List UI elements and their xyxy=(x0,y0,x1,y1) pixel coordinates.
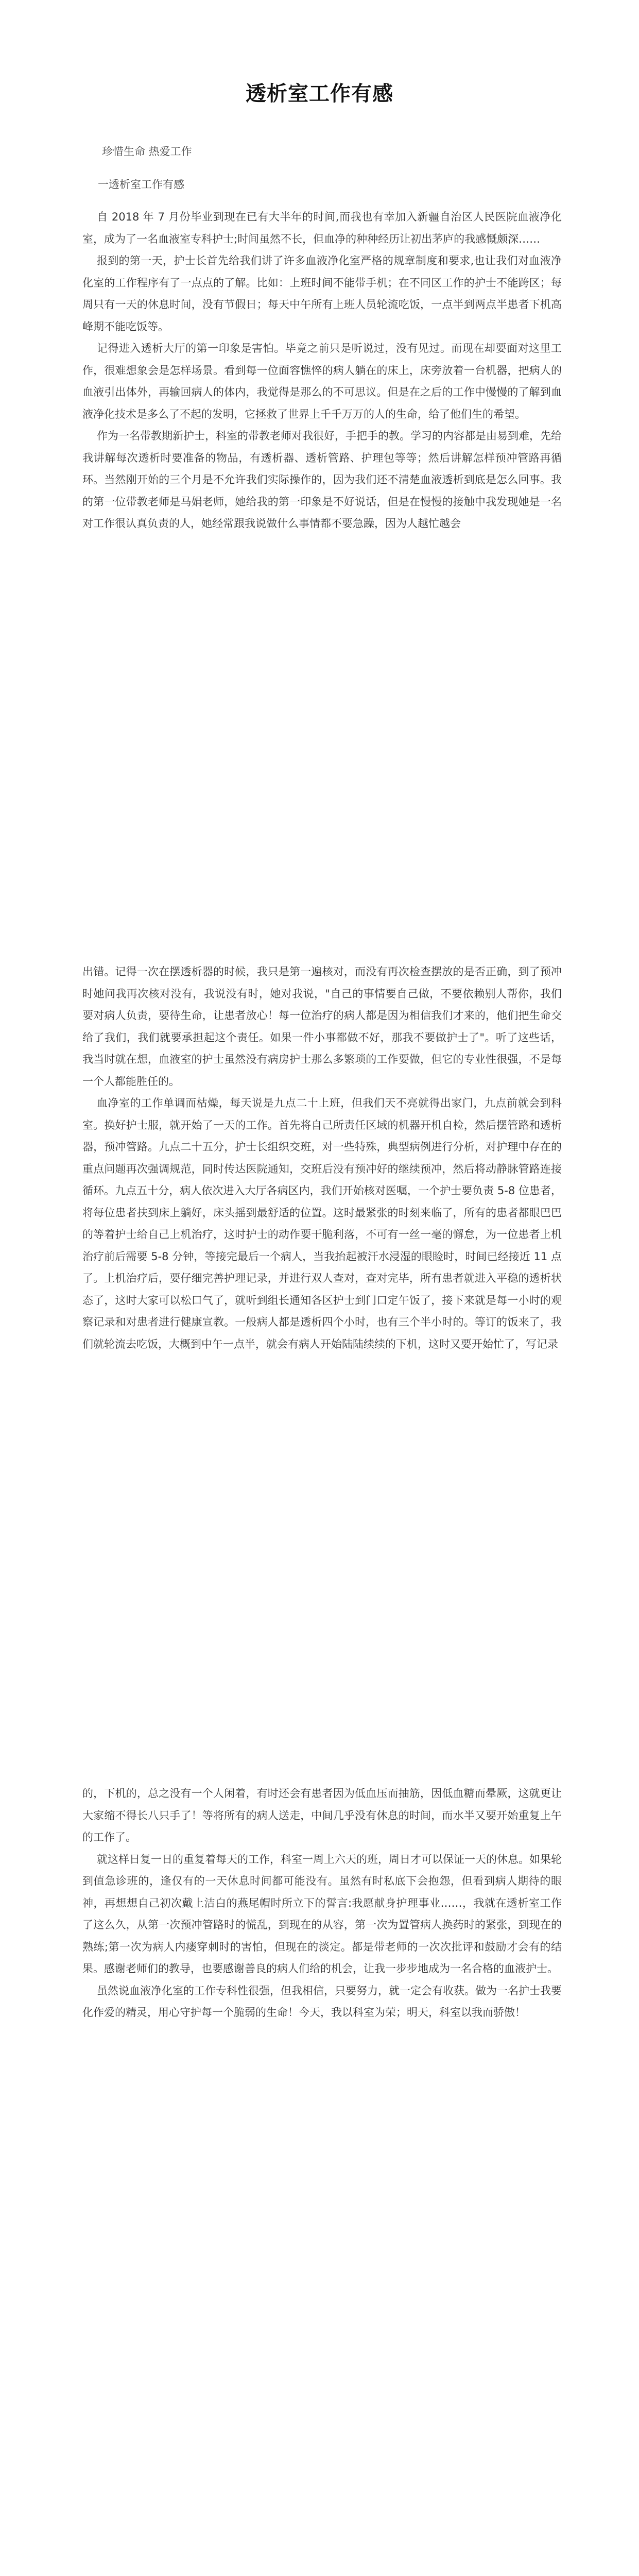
document-title: 透析室工作有感 xyxy=(246,82,393,106)
paragraph: 就这样日复一日的重复着每天的工作，科室一周上六天的班，周日才可以保证一天的休息。如果轮到值急诊班的，逢仅有的一天休息时间都可能没有。虽然有时私底下会抱怨，但看到病人期待的眼神，再想想自己初次戴上洁白的燕尾帽时所立下的誓言:我愿献身护理事业……，我就在透析室工作了这么久，从第一次预冲管路时的慌乱，到现在的从容，第一次为置管病人换药时的紧张，到现在的熟练;第一次为病人内瘘穿刺时的害怕，但现在的淡定。都是带老师的一次次批评和鼓励才会有的结果。感谢老师们的教导，也要感谢善良的病人们给的机会，让我一步步地成为一名合格的血液护士。 xyxy=(82,1853,562,1975)
paragraph: 虽然说血液净化室的工作专科性很强，但我相信，只要努力，就一定会有收获。做为一名护士我要化作爱的精灵，用心守护每一个脆弱的生命！今天，我以科室为荣；明天，科室以我而骄傲！ xyxy=(82,1984,562,2019)
body-section-2 xyxy=(0,961,639,1355)
paragraph: 记得进入透析大厅的第一印象是害怕。毕竟之前只是听说过，没有见过。而现在却要面对这里工作，很难想象会是怎样场景。看到每一位面容憔悴的病人躺在的床上，床旁放着一台机器，把病人的血液引出体外，再输回病人的体内，我觉得是那么的不可思议。但是在之后的工作中慢慢的了解到血液净化技术是多么了不起的发明，它拯救了世界上千千万万的人的生命，给了他们生的希望。 xyxy=(82,342,562,420)
paragraph: 血净室的工作单调而枯燥，每天说是九点二十上班，但我们天不亮就得出家门，九点前就会到科室。换好护士服，就开始了一天的工作。首先将自己所责任区域的机器开机自检，然后摆管路和透析器，预冲管路。九点二十五分，护士长组织交班，对一些特殊，典型病例进行分析，对护理中存在的重点问题再次强调规范，同时传达医院通知，交班后没有预冲好的继续预冲，然后将动静脉管路连接循环。九点五十分，病人依次进入大厅各病区内，我们开始核对医嘱，一个护士要负责 5-8 位患者，将每位患者扶到床上躺好，床头摇到最舒适的位置。这时最紧张的时刻来临了，所有的患者都眼巴巴的等着护士给自己上机治疗，这时护士的动作要干脆利落，不可有一丝一毫的懈怠，为一位患者上机治疗前后需要 5-8 分钟，等接完最后一个病人，当我抬起被汗水浸湿的眼睑时，时间已经接近 11 点了。上机治疗后，要仔细完善护理记录，并进行双人查对，查对完毕，所有患者就进入平稳的透析状态了，这时大家可以松口气了，就听到组长通知各区护士到门口定午饭了，接下来就是每一小时的观察记录和对患者进行健康宣教。一般病人都是透析四个小时，也有三个半小时的。等订的饭来了，我们就轮流去吃饭，大概到中午一点半，就会有病人开始陆陆续续的下机，这时又要开始忙了，写记录 xyxy=(82,1097,562,1350)
document-subtitle: 珍惜生命 热爱工作 xyxy=(102,145,192,158)
paragraph: 报到的第一天，护士长首先给我们讲了许多血液净化室严格的规章制度和要求,也让我们对血液净化室的工作程序有了一点点的了解。比如：上班时间不能带手机；在不同区工作的护士不能跨区；每周只有一天的休息时间，没有节假日；每天中午所有上班人员轮流吃饭，一点半到两点半患者下机高峰期不能吃饭等。 xyxy=(82,255,562,333)
paragraph: 自 2018 年 7 月份毕业到现在已有大半年的时间,而我也有幸加入新疆自治区人民医院血液净化室，成为了一名血液室专科护士;时间虽然不长，但血净的种种经历让初出茅庐的我感慨颇深…… xyxy=(82,211,562,245)
paragraph: 作为一名带教期新护士，科室的带教老师对我很好，手把手的教。学习的内容都是由易到难，先给我讲解每次透析时要准备的物品，有透析器、透析管路、护理包等等；然后讲解怎样预冲管路再循环。当然刚开始的三个月是不允许我们实际操作的，因为我们还不清楚血液透析到底是怎么回事。我的第一位带教老师是马娟老师，她给我的第一印象是不好说话，但是在慢慢的接触中我发现她是一名对工作很认真负责的人，她经常跟我说做什么事情都不要急躁，因为人越忙越会 xyxy=(82,430,562,530)
paragraph: 出错。记得一次在摆透析器的时候，我只是第一遍核对，而没有再次检查摆放的是否正确，到了预冲时她问我再次核对没有，我说没有时，她对我说，"自己的事情要自己做，不要依赖别人帮你，我们要对病人负责，要待生命，让患者放心！每一位治疗的病人都是因为相信我们才来的，他们把生命交给了我们，我们就要承担起这个责任。如果一件小事都做不好，那我不要做护士了"。听了这些话，我当时就在想，血液室的护士虽然没有病房护士那么多繁琐的工作要做，但它的专业性很强，不是每一个人都能胜任的。 xyxy=(82,965,562,1088)
body-section-1 xyxy=(0,206,639,535)
section-heading: 一透析室工作有感 xyxy=(98,178,184,191)
body-section-3 xyxy=(0,1783,639,2024)
paragraph: 的，下机的，总之没有一个人闲着，有时还会有患者因为低血压而抽筋，因低血糖而晕厥，这就更让大家缩不得长八只手了！等将所有的病人送走，中间几乎没有休息的时间，而水半又要开始重复上午的工作了。 xyxy=(82,1787,562,1843)
